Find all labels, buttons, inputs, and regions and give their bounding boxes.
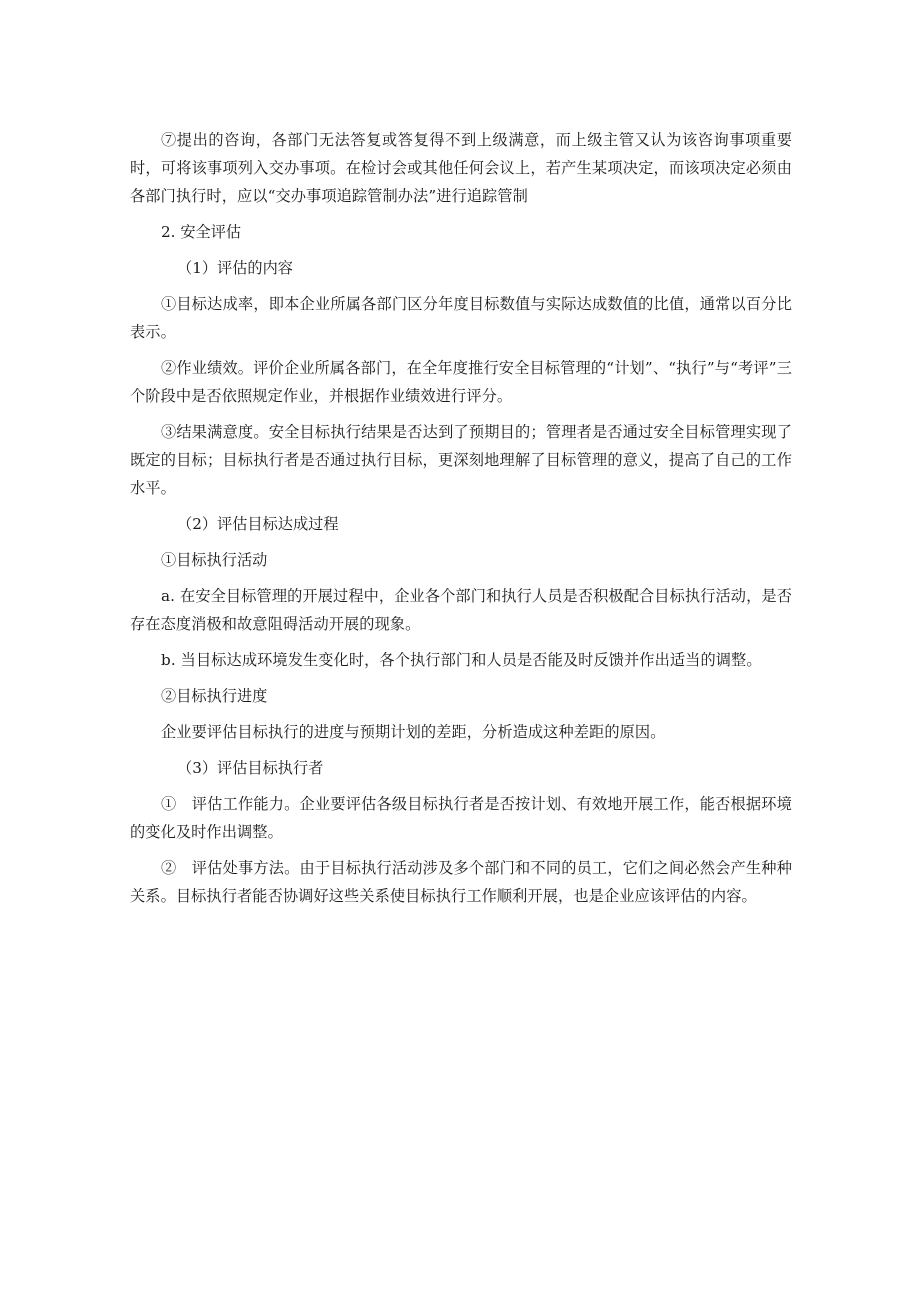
para-work-ability: ① 评估工作能力。企业要评估各级目标执行者是否按计划、有效地开展工作，能否根据环境的变化及时作出调整。 [130, 795, 792, 841]
subheading-evaluate-executors: （3）评估目标执行者 [177, 759, 324, 777]
para-progress-gap: 企业要评估目标执行的进度与预期计划的差距，分析造成这种差距的原因。 [161, 723, 666, 741]
para-item-b: b. 当目标达成环境发生变化时，各个执行部门和人员是否能及时反馈并作出适当的调整。 [161, 651, 762, 669]
para-work-performance: ②作业绩效。评价企业所属各部门，在全年度推行安全目标管理的“计划”、“执行”与“考评”三个阶段中是否依照规定作业，并根据作业绩效进行评分。 [130, 359, 792, 405]
para-consultation-note: ⑦提出的咨询，各部门无法答复或答复得不到上级满意，而上级主管又认为该咨询事项重要时，可将该事项列入交办事项。在检讨会或其他任何会议上，若产生某项决定，而该项决定必须由各部门执行时，应以“交办事项追踪管制办法”进行追踪管制 [130, 131, 792, 205]
item-execution-progress: ②目标执行进度 [161, 687, 268, 705]
para-item-a: a. 在安全目标管理的开展过程中，企业各个部门和执行人员是否积极配合目标执行活动，是否存在态度消极和故意阻碍活动开展的现象。 [130, 587, 792, 633]
subheading-evaluation-content: （1）评估的内容 [177, 259, 293, 277]
subheading-achievement-process: （2）评估目标达成过程 [177, 515, 339, 533]
item-execution-activities: ①目标执行活动 [161, 551, 268, 569]
document-body [130, 126, 792, 918]
para-handling-methods: ② 评估处事方法。由于目标执行活动涉及多个部门和不同的员工，它们之间必然会产生种种关系。目标执行者能否协调好这些关系使目标执行工作顺利开展，也是企业应该评估的内容。 [130, 859, 792, 905]
section-heading-safety-evaluation: 2. 安全评估 [161, 223, 242, 241]
para-target-achievement-rate: ①目标达成率，即本企业所属各部门区分年度目标数值与实际达成数值的比值，通常以百分比表示。 [130, 295, 792, 341]
para-result-satisfaction: ③结果满意度。安全目标执行结果是否达到了预期目的；管理者是否通过安全目标管理实现了既定的目标；目标执行者是否通过执行目标，更深刻地理解了目标管理的意义，提高了自己的工作水平。 [130, 423, 792, 497]
